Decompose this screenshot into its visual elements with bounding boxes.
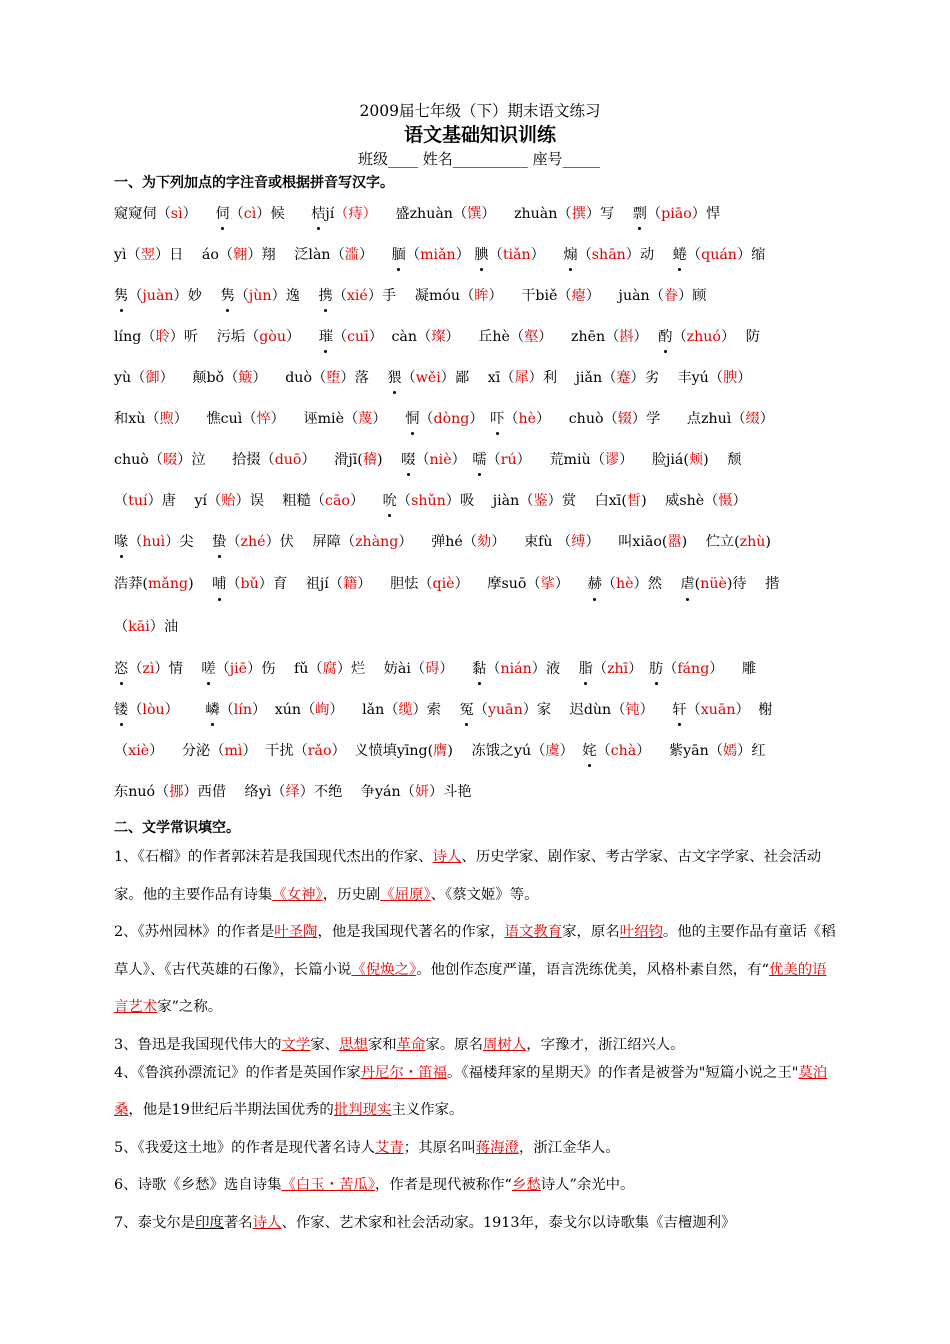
- answer-blank: 艾青: [375, 1139, 404, 1156]
- pinyin-item: 滑jī(稽): [334, 452, 383, 468]
- pinyin-item: áo（翱）翔: [201, 247, 276, 263]
- pinyin-item: 脂（zhī）: [579, 649, 643, 690]
- pinyin-item: 隽（juàn）妙: [114, 276, 202, 317]
- pinyin-line: [114, 194, 838, 235]
- pinyin-item: 伺（cì）候: [215, 194, 284, 235]
- pinyin-item: 分泌（mì）: [181, 743, 257, 759]
- pinyin-item: 争yán（妍）斗艳: [360, 784, 472, 800]
- pinyin-item: zhēn（斟）: [570, 329, 648, 345]
- pinyin-item: 叫xiāo(嚣): [618, 534, 688, 550]
- pinyin-line: [114, 649, 838, 690]
- item-text: jí: [325, 206, 335, 222]
- pinyin-item: 诬miè（蔑）: [303, 411, 387, 427]
- answer-blank: 诗人: [432, 849, 462, 865]
- pinyin-item: 颠bǒ（簸）: [192, 370, 267, 386]
- pinyin-line: [114, 317, 838, 358]
- pinyin-item: 腼（miǎn）: [392, 235, 470, 276]
- item-text: 悍: [705, 206, 721, 222]
- answer: 撰: [571, 206, 586, 222]
- pinyin-item: 黏（nián）液: [472, 649, 560, 690]
- pinyin-item: 雕: [742, 661, 757, 677]
- pinyin-item: 迟dùn（钝）: [569, 702, 654, 718]
- pinyin-item: 络yì（绎）不绝: [244, 784, 343, 800]
- lit-item-6: 6、诗歌《乡愁》选自诗集《白玉・苦瓜》，作者是现代被称作“乡愁诗人”余光中。: [114, 1177, 635, 1193]
- pinyin-item: 憔cuì（悴）: [206, 411, 285, 427]
- pinyin-item: 防: [745, 329, 760, 345]
- pinyin-item: 揩: [765, 576, 780, 592]
- pinyin-item: 凝móu（眸）: [414, 288, 503, 304]
- answer: sì: [170, 206, 183, 222]
- pinyin-line: [114, 440, 838, 481]
- pinyin-item: 胆怯（qiè）: [389, 576, 469, 592]
- answer-blank: 《倪焕之》: [351, 961, 417, 978]
- pinyin-item: càn（璨）: [391, 329, 460, 345]
- answer: （痔）: [334, 206, 377, 222]
- lit-item-4: 4、《鲁滨孙漂流记》的作者是英国作家丹尼尔・笛福。《福楼拜家的星期天》的作者是被誉为"短篇小说之王"莫泊桑，他是19世纪后半期法国优秀的批判现实主义作家。: [114, 1064, 828, 1118]
- pinyin-item: 脸jiá(颊): [651, 452, 709, 468]
- pinyin-item: 吮（shǔn）吸: [383, 481, 475, 522]
- pinyin-item: 姹（chà）: [582, 731, 650, 772]
- pinyin-line: [114, 481, 838, 522]
- pinyin-item: 啜（niè）: [401, 440, 466, 481]
- pinyin-item: 嶙（lín）: [205, 690, 266, 731]
- section-2-heading: 二、文学常识填空。: [114, 820, 240, 836]
- pinyin-item: 点zhuì（缀）: [686, 411, 774, 427]
- pinyin-item: 赫（hè）然: [588, 563, 662, 606]
- student-info-line: 班级____ 姓名__________ 座号_____: [357, 150, 601, 168]
- answer-blank: 《女神》: [272, 886, 323, 903]
- lit-item-3: 3、鲁迅是我国现代伟大的文学家、思想家和革命家。原名周树人，字豫才，浙江绍兴人。: [114, 1036, 685, 1053]
- pinyin-item: 镂（lòu）: [114, 690, 179, 731]
- pinyin-item: fǔ（腐）烂: [294, 661, 366, 677]
- answer-blank: 丹尼尔・笛福: [360, 1064, 447, 1081]
- pinyin-line: [114, 276, 838, 317]
- answer-blank: 蒋海澄: [475, 1139, 519, 1156]
- answer-blank: 叶圣陶: [274, 924, 318, 940]
- pinyin-line: [114, 563, 838, 606]
- pinyin-item: 酌（zhuó）: [658, 317, 735, 358]
- pinyin-item: 冤（yuān）家: [460, 690, 552, 731]
- pinyin-item: （kāi）油: [114, 619, 179, 635]
- lit-item-2: 2、《苏州园林》的作者是叶圣陶，他是我国现代著名的作家，语文教育家，原名叶绍钧。他的主要作品有童话《稻草人》、《古代英雄的石像》，长篇小说《倪焕之》。他创作态度严谨，语言洗练优美，风格朴素自然，有“优美的语言艺术家”之称。: [114, 924, 836, 1015]
- answer: piāo: [661, 206, 692, 222]
- pinyin-item: [311, 194, 377, 235]
- answer: 馔: [467, 206, 482, 222]
- dotted-char: 桔: [311, 194, 325, 235]
- pinyin-exercise: [114, 194, 838, 813]
- pinyin-item: 腆（tiǎn）: [474, 235, 544, 276]
- literature-section: [114, 839, 838, 1242]
- pinyin-item: 义愤填yīng(膺): [354, 743, 453, 759]
- item-text: 候: [270, 206, 285, 222]
- dotted-char: 伺: [215, 194, 229, 235]
- pinyin-item: 白xī(皙): [594, 493, 647, 509]
- answer-blank: 《屈原》: [380, 886, 431, 903]
- answer-blank: 革命: [396, 1036, 426, 1053]
- answer-blank: 《白玉・苦瓜》: [281, 1177, 376, 1193]
- pinyin-item: 丰yú（腴）: [677, 370, 752, 386]
- pinyin-line: [114, 522, 838, 563]
- pinyin-item: 蛰（zhé）伏: [212, 522, 294, 563]
- pinyin-item: 嚅（rú）: [472, 440, 531, 481]
- pinyin-item: duò（堕）落: [285, 370, 369, 386]
- pinyin-item: 盛zhuàn（馔）: [395, 206, 496, 222]
- item-text: 窥伺: [128, 206, 157, 222]
- pinyin-item: 猥（wěi）鄙: [387, 358, 469, 399]
- pinyin-item: jiǎn（蹇）劣: [575, 370, 659, 386]
- answer-blank: 诗人: [252, 1214, 282, 1231]
- pinyin-item: 束fù （缚）: [523, 534, 600, 550]
- item-text: 盛zhuàn: [395, 206, 453, 222]
- pinyin-item: 恫（dòng）: [405, 399, 483, 440]
- document-title: 2009届七年级（下）期末语文练习: [359, 102, 601, 120]
- pinyin-item: 泛làn（滥）: [294, 247, 374, 263]
- answer-blank: 批判现实: [333, 1102, 392, 1118]
- pinyin-item: 璀（cuī）: [319, 317, 383, 358]
- pinyin-item: zhuàn（撰）写: [514, 206, 615, 222]
- pinyin-item: 东nuó（挪）西借: [114, 784, 227, 800]
- pinyin-item: 轩（xuān）: [672, 690, 749, 731]
- pinyin-item: 隽（jùn）逸: [220, 276, 300, 317]
- answer-blank: 语文教育: [504, 924, 563, 940]
- pinyin-item: 肪（fáng）: [649, 649, 724, 690]
- document-subtitle: 语文基础知识训练: [403, 124, 556, 146]
- item-text: 写: [600, 206, 615, 222]
- pinyin-item: yì（翌）日: [114, 247, 184, 263]
- pinyin-item: 拾掇（duō）: [232, 452, 316, 468]
- pinyin-item: 煽（shān）动: [563, 235, 654, 276]
- pinyin-item: 妨ài（碍）: [383, 661, 454, 677]
- pinyin-item: 弹hé（劾）: [431, 534, 506, 550]
- pinyin-line: [114, 399, 838, 440]
- pinyin-item: 剽（piāo）悍: [633, 194, 720, 235]
- pinyin-line: [114, 690, 838, 731]
- pinyin-item: líng（聆）听: [114, 329, 199, 345]
- pinyin-item: jiàn（鉴）赏: [492, 493, 577, 509]
- pinyin-item: 恣（zì）情: [114, 649, 183, 690]
- pinyin-line: [114, 358, 838, 399]
- underlined-text: 印度: [195, 1214, 224, 1231]
- pinyin-item: 污垢（gòu）: [216, 329, 301, 345]
- pinyin-line: [114, 731, 838, 772]
- pinyin-item: 嗟（jiē）伤: [201, 649, 275, 690]
- pinyin-item: 干biě（瘪）: [521, 288, 601, 304]
- answer-blank: 叶绍钧: [619, 924, 663, 940]
- pinyin-item: 屏障（zhàng）: [312, 534, 413, 550]
- pinyin-item: 摩suō（挲）: [487, 576, 570, 592]
- answer-blank: 文学: [281, 1036, 311, 1053]
- pinyin-item: yí（贻）误: [194, 493, 264, 509]
- pinyin-item: 哺（bǔ）育: [212, 563, 287, 606]
- pinyin-item: 冻饿之yú（虞）: [471, 743, 574, 759]
- pinyin-item: 粗糙（cāo）: [282, 493, 365, 509]
- pinyin-item: 颓: [727, 452, 742, 468]
- pinyin-item: chuò（啜）泣: [114, 452, 206, 468]
- lit-item-1: 1、《石榴》的作者郭沫若是我国现代杰出的作家、诗人、历史学家、剧作家、考古学家、古文字学家、社会活动家。他的主要作品有诗集《女神》，历史剧《屈原》、《蔡文姬》等。: [114, 849, 822, 903]
- pinyin-line: [114, 606, 838, 649]
- pinyin-item: 和xù（煦）: [114, 411, 188, 427]
- pinyin-item: xī（犀）利: [487, 370, 558, 386]
- section-1-heading: 一、为下列加点的字注音或根据拼音写汉字。: [114, 175, 394, 191]
- lit-item-7: 7、泰戈尔是印度著名诗人、作家、艺术家和社会活动家。1913年，泰戈尔以诗歌集《吉檀迦利》: [114, 1214, 736, 1231]
- pinyin-item: xún（峋）: [274, 702, 344, 718]
- item-text: zhuàn: [514, 206, 558, 222]
- answer-blank: 思想: [339, 1036, 368, 1053]
- pinyin-item: 浩莽(mǎng): [114, 576, 194, 592]
- answer-blank: 乡愁: [511, 1177, 541, 1193]
- answer-blank: 莫泊桑: [114, 1064, 828, 1118]
- pinyin-item: yù（御）: [114, 370, 174, 386]
- pinyin-item: 荒miù（谬）: [549, 452, 634, 468]
- pinyin-item: 伫立(zhù): [705, 534, 771, 550]
- pinyin-item: 祖jí（籍）: [305, 576, 372, 592]
- pinyin-item: 吓（hè）: [490, 399, 550, 440]
- pinyin-item: lǎn（缆）索: [362, 702, 442, 718]
- dotted-char: 剽: [633, 194, 647, 235]
- pinyin-item: 威shè（慑）: [665, 493, 747, 509]
- pinyin-item: 虐(nüè)待: [680, 563, 746, 606]
- pinyin-item: chuò（辍）学: [568, 411, 661, 427]
- pinyin-item: （tuí）唐: [114, 493, 176, 509]
- pinyin-item: 丘hè（壑）: [478, 329, 553, 345]
- answer-blank: 周树人: [483, 1036, 527, 1053]
- pinyin-line: [114, 772, 838, 813]
- lit-item-5: 5、《我爱这土地》的作者是现代著名诗人艾青；其原名叫蒋海澄，浙江金华人。: [114, 1139, 620, 1156]
- answer: cì: [243, 206, 257, 222]
- pinyin-item: 窥窥伺（sì）: [114, 206, 197, 222]
- pinyin-item: 蜷（quán）缩: [673, 235, 766, 276]
- pinyin-item: juàn（眷）顾: [618, 288, 707, 304]
- pinyin-line: [114, 235, 838, 276]
- pinyin-item: （xiè）: [114, 743, 164, 759]
- document-content: [114, 100, 838, 1242]
- pinyin-item: 喙（huì）尖: [114, 522, 194, 563]
- pinyin-item: 干扰（rǎo）: [265, 743, 346, 759]
- pinyin-item: 榭: [758, 702, 773, 718]
- pinyin-item: 紫yān（嫣）红: [668, 743, 766, 759]
- pinyin-item: 携（xié）手: [318, 276, 396, 317]
- answer-blank: 优美的语言艺术: [114, 961, 827, 1015]
